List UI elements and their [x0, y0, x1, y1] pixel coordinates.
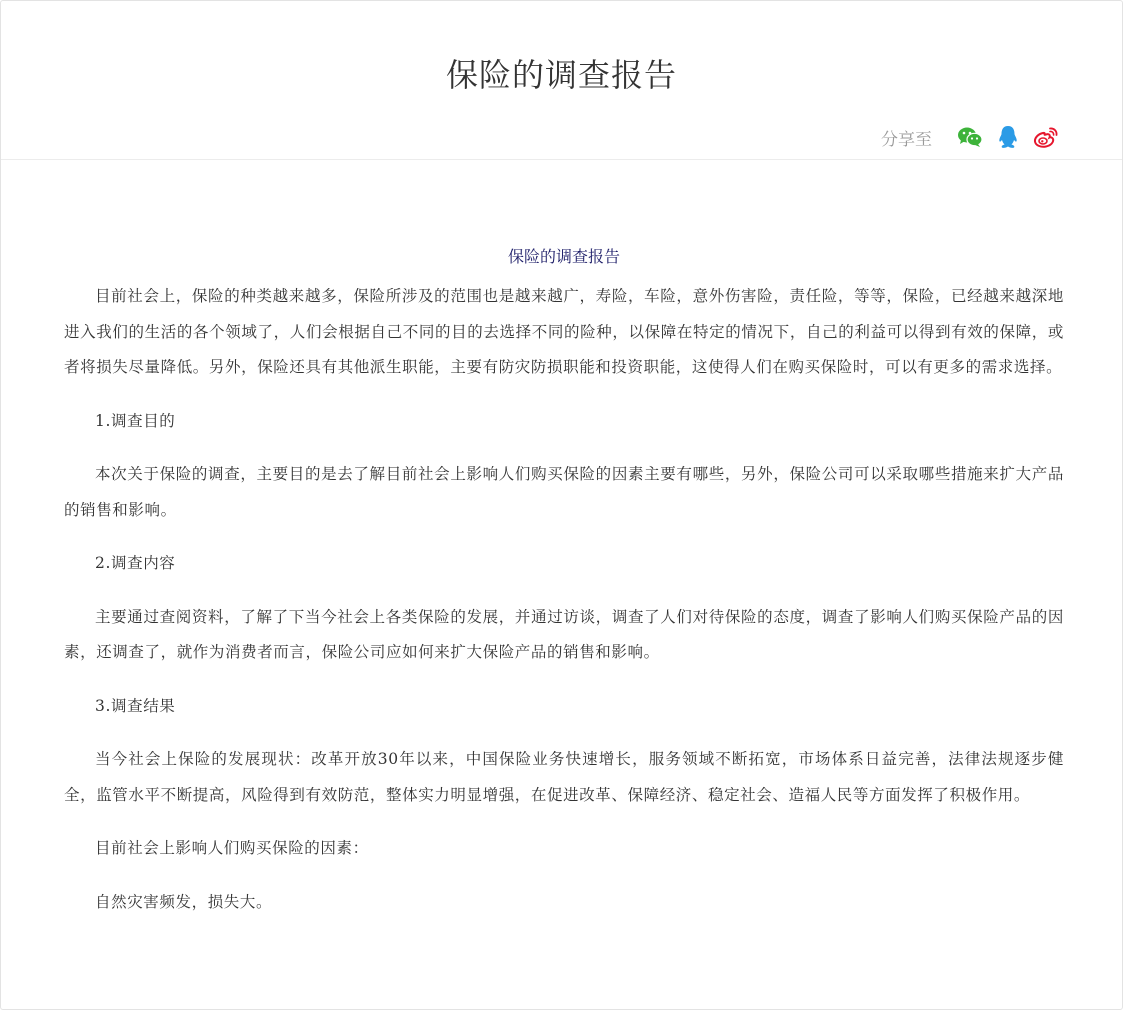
article-header: [1, 1, 1122, 160]
paragraph: 目前社会上影响人们购买保险的因素：: [95, 839, 369, 857]
section-heading: 1.调查目的: [95, 411, 176, 430]
paragraph: 自然灾害频发，损失大。: [95, 892, 273, 911]
paragraph: 主要通过查阅资料，了解了下当今社会上各类保险的发展，并通过访谈，调查了人们对待保险的态度，调查了影响人们购买保险产品的因素，还调查了，就作为消费者而言，保险公司应如何来扩大保险产品的销售和影响。: [64, 607, 1064, 661]
paragraph: 本次关于保险的调查，主要目的是去了解目前社会上影响人们购买保险的因素主要有哪些，另外，保险公司可以采取哪些措施来扩大产品的销售和影响。: [64, 465, 1064, 519]
page-title: 保险的调查报告: [445, 56, 677, 94]
share-label: 分享至: [881, 129, 932, 150]
paragraph: 当今社会上保险的发展现状：改革开放30年以来，中国保险业务快速增长，服务领域不断拓宽，市场体系日益完善，法律法规逐步健全，监管水平不断提高，风险得到有效防范，整体实力明显增强，在促进改革、保障经济、稳定社会、造福人民等方面发挥了积极作用。: [64, 750, 1064, 804]
section-heading: 3.调查结果: [95, 696, 176, 715]
section-heading: 2.调查内容: [95, 554, 176, 572]
share-bar: [881, 123, 1060, 151]
wechat-icon[interactable]: [956, 123, 984, 151]
qq-icon[interactable]: [994, 123, 1022, 151]
intro-paragraph: 目前社会上，保险的种类越来越多，保险所涉及的范围也是越来越广，寿险，车险，意外伤害险，责任险，等等，保险，已经越来越深地进入我们的生活的各个领域了，人们会根据自己不同的目的去选择不同的险种，以保障在特定的情况下，自己的利益可以得到有效的保障，或者将损失尽量降低。另外，保险还具有其他派生职能，主要有防灾防损职能和投资职能，这使得人们在购买保险时，可以有更多的需求选择。: [64, 287, 1064, 376]
weibo-icon[interactable]: [1032, 123, 1060, 151]
article-body: [64, 237, 1064, 938]
article-heading: 保险的调查报告: [507, 247, 620, 266]
